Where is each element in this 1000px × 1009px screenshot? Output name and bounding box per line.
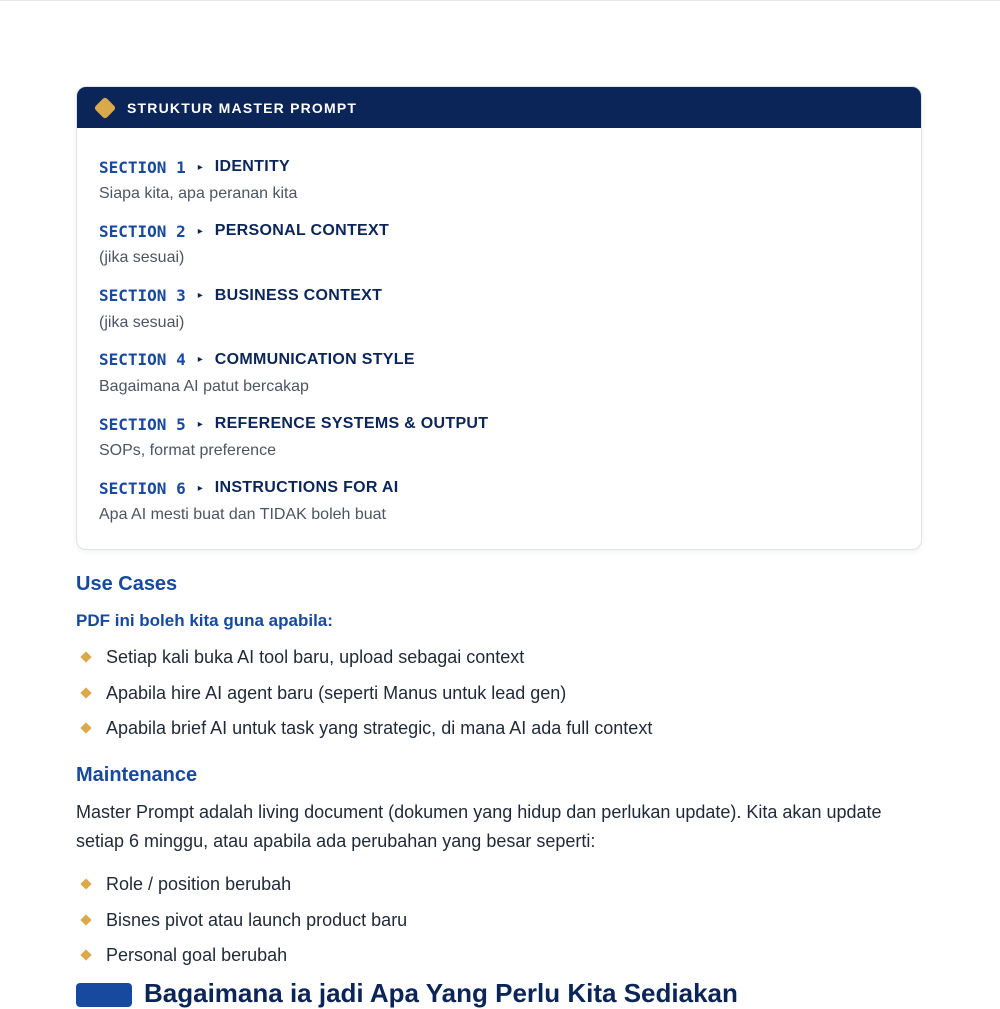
- maintenance-paragraph: Master Prompt adalah living document (dokumen yang hidup dan perlukan update). Kita akan update setiap 6 minggu, atau apabila ada perubahan yang besar seperti:: [76, 802, 882, 851]
- diamond-icon: [94, 96, 117, 119]
- list-item: [76, 943, 407, 979]
- section-number: SECTION 3: [99, 286, 186, 306]
- master-prompt-structure-card: [76, 86, 922, 550]
- diamond-bullet-icon: [80, 914, 91, 925]
- section-list: [77, 128, 921, 542]
- section-item: [99, 285, 921, 349]
- section-number: SECTION 6: [99, 478, 186, 498]
- list-item-text: Apabila hire AI agent baru (seperti Manus untuk lead gen): [106, 682, 567, 703]
- diamond-bullet-icon: [80, 722, 91, 733]
- card-header: [77, 87, 921, 128]
- list-item-text: Setiap kali buka AI tool baru, upload sebagai context: [106, 647, 525, 667]
- section-item: [99, 156, 921, 220]
- arrow-icon: ▸: [197, 290, 203, 302]
- diamond-bullet-icon: [80, 949, 91, 960]
- next-section-heading: Bagaimana ia jadi Apa Yang Perlu Kita Sediakan: [144, 978, 738, 1008]
- use-cases-list: [76, 645, 652, 752]
- list-item: [76, 681, 652, 717]
- section-name: IDENTITY: [214, 158, 291, 175]
- section-name: PERSONAL CONTEXT: [214, 222, 390, 240]
- list-item: [76, 716, 652, 752]
- use-cases-subheading: PDF ini boleh kita guna apabila:: [76, 611, 333, 630]
- section-description: Siapa kita, apa peranan kita: [99, 185, 298, 202]
- maintenance-list: [76, 872, 407, 979]
- list-item: [76, 872, 407, 908]
- section-description: (jika sesuai): [99, 249, 185, 267]
- section-description: Apa AI mesti buat dan TIDAK boleh buat: [99, 506, 386, 524]
- arrow-icon: ▸: [197, 161, 203, 173]
- section-number: SECTION 1: [99, 157, 186, 177]
- section-item: [99, 220, 921, 284]
- section-description: SOPs, format preference: [99, 442, 276, 460]
- section-number: SECTION 4: [99, 350, 186, 370]
- section-name: COMMUNICATION STYLE: [214, 350, 415, 368]
- diamond-bullet-icon: [80, 687, 91, 698]
- section-number-badge: [76, 983, 132, 1007]
- section-item: [99, 477, 921, 541]
- maintenance-heading: Maintenance: [76, 764, 198, 786]
- diamond-bullet-icon: [80, 878, 91, 889]
- arrow-icon: ▸: [197, 225, 203, 237]
- diamond-bullet-icon: [80, 651, 91, 662]
- section-description: (jika sesuai): [99, 313, 185, 331]
- list-item: [76, 645, 652, 681]
- use-cases-heading: Use Cases: [76, 573, 178, 595]
- arrow-icon: ▸: [197, 354, 203, 366]
- list-item-text: Personal goal berubah: [106, 945, 288, 965]
- list-item-text: Apabila brief AI untuk task yang strategic, di mana AI ada full context: [106, 718, 653, 738]
- section-name: INSTRUCTIONS FOR AI: [214, 479, 399, 497]
- card-title: STRUKTUR MASTER PROMPT: [127, 99, 358, 116]
- section-item: [99, 349, 921, 413]
- top-rule: [0, 0, 1000, 1]
- list-item: [76, 908, 407, 944]
- section-item: [99, 413, 921, 477]
- section-description: Bagaimana AI patut bercakap: [99, 377, 309, 395]
- section-number: SECTION 5: [99, 414, 186, 434]
- arrow-icon: ▸: [197, 418, 203, 430]
- arrow-icon: ▸: [197, 482, 203, 494]
- section-name: BUSINESS CONTEXT: [214, 286, 383, 304]
- section-name: REFERENCE SYSTEMS & OUTPUT: [214, 415, 489, 433]
- list-item-text: Role / position berubah: [106, 874, 292, 894]
- list-item-text: Bisnes pivot atau launch product baru: [106, 909, 408, 930]
- section-number: SECTION 2: [99, 221, 186, 241]
